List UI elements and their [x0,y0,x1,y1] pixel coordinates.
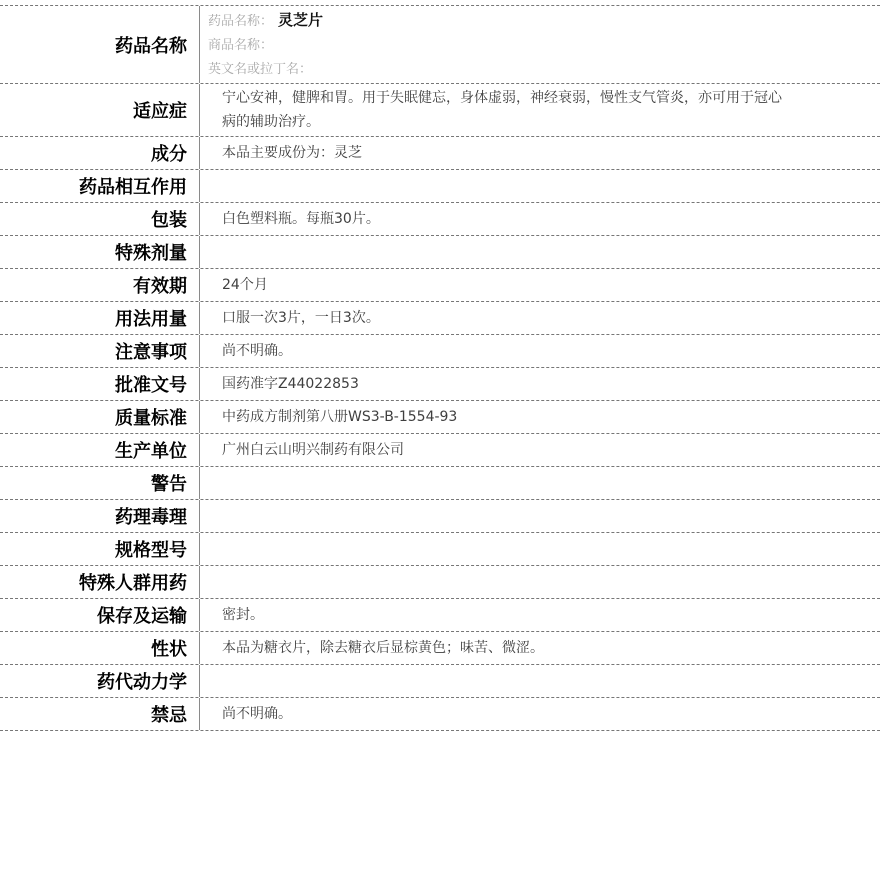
english-name-field [208,57,317,81]
table-row [0,368,880,401]
row-value [200,302,880,334]
table-row [0,533,880,566]
row-label: 特殊剂量 [0,236,200,268]
row-label: 药理毒理 [0,500,200,532]
row-label: 质量标准 [0,401,200,433]
table-row [0,665,880,698]
trade-name-key: 商品名称： [208,37,274,53]
row-value [200,368,880,400]
table-row [0,302,880,335]
row-value [200,698,880,730]
row-value [200,599,880,631]
table-row [0,170,880,203]
row-value [200,335,880,367]
table-row [0,566,880,599]
drug-info-table [0,5,880,731]
table-row [0,698,880,731]
english-name-key: 英文名或拉丁名： [208,61,313,77]
row-label: 药品名称 [0,6,200,83]
generic-name-key: 药品名称： [208,13,274,29]
row-value [200,566,880,598]
row-label: 用法用量 [0,302,200,334]
row-value-text: 本品为糖衣片，除去糖衣后显棕黄色；味苦、微涩。 [222,640,544,656]
row-label: 有效期 [0,269,200,301]
row-value [200,401,880,433]
table-row [0,236,880,269]
table-row [0,269,880,302]
row-value-text: 国药准字Z44022853 [222,376,359,392]
row-label: 警告 [0,467,200,499]
table-row [0,203,880,236]
row-value [200,533,880,565]
row-value [200,203,880,235]
row-label: 规格型号 [0,533,200,565]
table-row [0,467,880,500]
row-value-text: 白色塑料瓶。每瓶30片。 [222,211,380,227]
row-value [200,236,880,268]
row-value [200,434,880,466]
row-value-text: 广州白云山明兴制药有限公司 [222,442,404,458]
row-value [200,6,880,83]
row-label: 禁忌 [0,698,200,730]
row-label: 性状 [0,632,200,664]
row-label: 成分 [0,137,200,169]
table-row [0,401,880,434]
row-value [200,170,880,202]
trade-name-field [208,33,278,57]
row-label: 注意事项 [0,335,200,367]
table-row [0,137,880,170]
row-label: 生产单位 [0,434,200,466]
row-label: 批准文号 [0,368,200,400]
row-label: 药品相互作用 [0,170,200,202]
row-value [200,137,880,169]
row-value [200,632,880,664]
table-row [0,632,880,665]
row-label: 包装 [0,203,200,235]
row-value [200,84,880,136]
row-label: 保存及运输 [0,599,200,631]
table-row [0,84,880,137]
row-value-text: 尚不明确。 [222,343,292,359]
generic-name-value: 灵芝片 [278,10,324,29]
row-value-text: 密封。 [222,607,264,623]
row-value-text: 本品主要成份为：灵芝 [222,145,362,161]
table-row [0,335,880,368]
row-value-text: 宁心安神，健脾和胃。用于失眠健忘，身体虚弱，神经衰弱，慢性支气管炎，亦可用于冠心病的辅助治疗。 [222,90,782,130]
row-label: 药代动力学 [0,665,200,697]
row-value-text: 尚不明确。 [222,706,292,722]
generic-name-field [208,9,323,33]
row-label: 特殊人群用药 [0,566,200,598]
row-value [200,467,880,499]
table-row-drug-name [0,6,880,84]
row-value-text: 24个月 [222,277,268,293]
row-label: 适应症 [0,84,200,136]
table-row [0,599,880,632]
table-row [0,434,880,467]
row-value [200,500,880,532]
table-row [0,500,880,533]
row-value-text: 口服一次3片，一日3次。 [222,310,380,326]
row-value-text: 中药成方制剂第八册WS3-B-1554-93 [222,409,458,425]
row-value [200,269,880,301]
row-value [200,665,880,697]
